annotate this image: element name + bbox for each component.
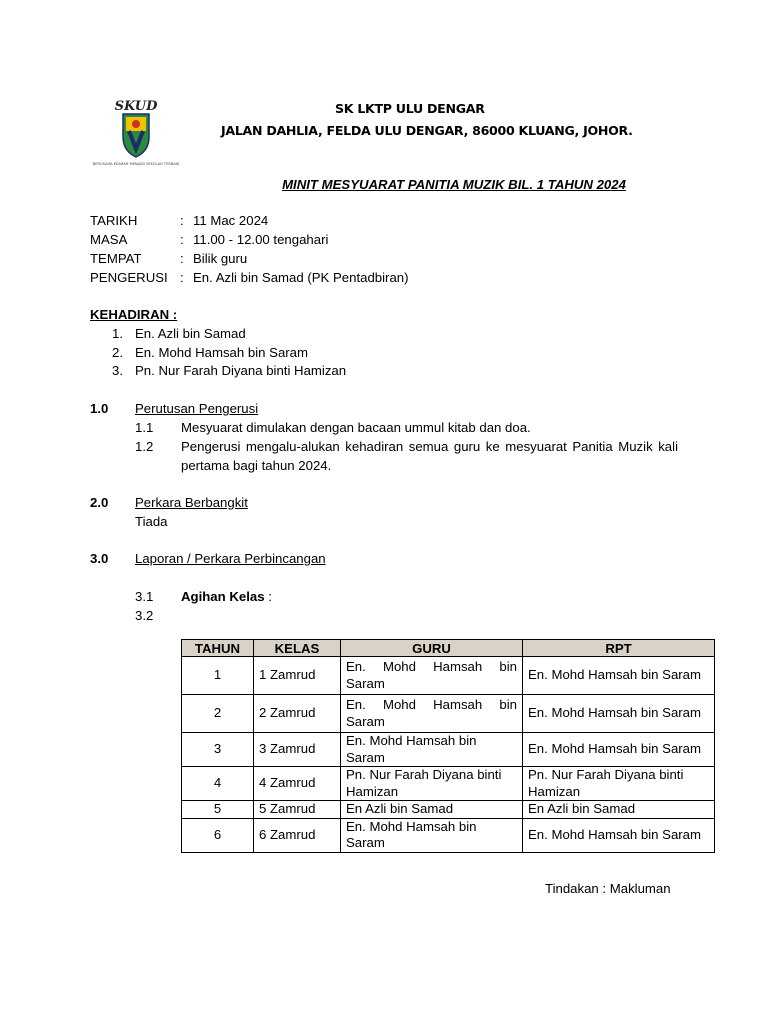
document-title: MINIT MESYUARAT PANITIA MUZIK BIL. 1 TAHUN 2024 bbox=[282, 177, 626, 192]
cell-guru: Pn. Nur Farah Diyana binti Hamizan bbox=[341, 767, 523, 801]
cell-kelas: 2 Zamrud bbox=[254, 695, 341, 733]
table-row bbox=[182, 657, 715, 695]
cell-kelas: 6 Zamrud bbox=[254, 818, 341, 852]
section-heading: Perkara Berbangkit bbox=[135, 495, 248, 510]
section-heading: Laporan / Perkara Perbincangan bbox=[135, 551, 326, 566]
info-value: 11 Mac 2024 bbox=[193, 213, 269, 228]
list-item-name: En. Azli bin Samad bbox=[135, 326, 246, 341]
header-guru: GURU bbox=[341, 640, 523, 657]
section-number: 2.0 bbox=[90, 495, 109, 510]
logo-emblem bbox=[132, 120, 140, 128]
header-tahun: TAHUN bbox=[182, 640, 254, 657]
info-colon: : bbox=[180, 270, 184, 285]
cell-rpt: En. Mohd Hamsah bin Saram bbox=[523, 818, 715, 852]
cell-tahun: 1 bbox=[182, 657, 254, 695]
section-text: Tiada bbox=[135, 514, 168, 529]
cell-tahun: 3 bbox=[182, 733, 254, 767]
info-colon: : bbox=[180, 251, 184, 266]
cell-rpt: En. Mohd Hamsah bin Saram bbox=[523, 657, 715, 695]
table-row bbox=[182, 695, 715, 733]
agihan-kelas-table bbox=[181, 639, 715, 853]
school-logo bbox=[90, 97, 182, 169]
cell-guru: En. Mohd Hamsah bin Saram bbox=[341, 818, 523, 852]
cell-tahun: 4 bbox=[182, 767, 254, 801]
section-number: 1.0 bbox=[90, 401, 109, 416]
item-text: Mesyuarat dimulakan dengan bacaan ummul kitab dan doa. bbox=[181, 420, 531, 435]
agihan-kelas-label bbox=[181, 589, 272, 604]
table-row bbox=[182, 818, 715, 852]
cell-rpt: En. Mohd Hamsah bin Saram bbox=[523, 733, 715, 767]
logo-motto: BERUSAHA KEARAH MENJADI SEKOLAH TERBAIK bbox=[92, 162, 180, 166]
section-heading: Perutusan Pengerusi bbox=[135, 401, 259, 416]
cell-rpt: En. Mohd Hamsah bin Saram bbox=[523, 695, 715, 733]
logo-text: SKUD bbox=[114, 99, 158, 114]
info-colon: : bbox=[180, 213, 184, 228]
item-number: 3.2 bbox=[135, 608, 154, 623]
cell-guru: En Azli bin Samad bbox=[341, 801, 523, 819]
agihan-kelas-colon: : bbox=[264, 589, 272, 604]
cell-kelas: 5 Zamrud bbox=[254, 801, 341, 819]
list-item-number: 3. bbox=[112, 363, 123, 378]
cell-guru: En. Mohd Hamsah bin Saram bbox=[341, 733, 523, 767]
table-row bbox=[182, 767, 715, 801]
info-label: MASA bbox=[90, 232, 128, 247]
cell-kelas: 3 Zamrud bbox=[254, 733, 341, 767]
item-text: Pengerusi mengalu-alukan kehadiran semua guru ke mesyuarat Panitia Muzik kali pertama bagi tahun 2024. bbox=[181, 439, 678, 473]
item-number: 1.2 bbox=[135, 439, 154, 454]
info-value: En. Azli bin Samad (PK Pentadbiran) bbox=[193, 270, 409, 285]
cell-rpt: En Azli bin Samad bbox=[523, 801, 715, 819]
cell-tahun: 2 bbox=[182, 695, 254, 733]
table-header-row bbox=[182, 640, 715, 657]
tindakan-note: Tindakan : Makluman bbox=[545, 881, 671, 896]
cell-guru: En. Mohd Hamsah bin Saram bbox=[341, 695, 523, 733]
info-colon: : bbox=[180, 232, 184, 247]
info-label: TARIKH bbox=[90, 213, 138, 228]
info-value: Bilik guru bbox=[193, 251, 248, 266]
kehadiran-heading: KEHADIRAN : bbox=[90, 307, 178, 322]
cell-kelas: 1 Zamrud bbox=[254, 657, 341, 695]
info-label: TEMPAT bbox=[90, 251, 142, 266]
cell-guru: En. Mohd Hamsah bin Saram bbox=[341, 657, 523, 695]
cell-tahun: 5 bbox=[182, 801, 254, 819]
info-label: PENGERUSI bbox=[90, 270, 168, 285]
info-value: 11.00 - 12.00 tengahari bbox=[193, 232, 329, 247]
school-address: JALAN DAHLIA, FELDA ULU DENGAR, 86000 KLUANG, JOHOR. bbox=[221, 123, 633, 138]
section-number: 3.0 bbox=[90, 551, 109, 566]
header-rpt: RPT bbox=[523, 640, 715, 657]
cell-rpt: Pn. Nur Farah Diyana binti Hamizan bbox=[523, 767, 715, 801]
list-item-name: Pn. Nur Farah Diyana binti Hamizan bbox=[135, 363, 347, 378]
item-number: 3.1 bbox=[135, 589, 154, 604]
list-item-name: En. Mohd Hamsah bin Saram bbox=[135, 345, 308, 360]
list-item-number: 2. bbox=[112, 345, 123, 360]
agihan-kelas-title: Agihan Kelas bbox=[181, 589, 265, 604]
school-name: SK LKTP ULU DENGAR bbox=[335, 101, 485, 116]
table-row bbox=[182, 733, 715, 767]
cell-tahun: 6 bbox=[182, 818, 254, 852]
header-kelas: KELAS bbox=[254, 640, 341, 657]
cell-kelas: 4 Zamrud bbox=[254, 767, 341, 801]
table-row bbox=[182, 801, 715, 819]
item-number: 1.1 bbox=[135, 420, 154, 435]
list-item-number: 1. bbox=[112, 326, 123, 341]
